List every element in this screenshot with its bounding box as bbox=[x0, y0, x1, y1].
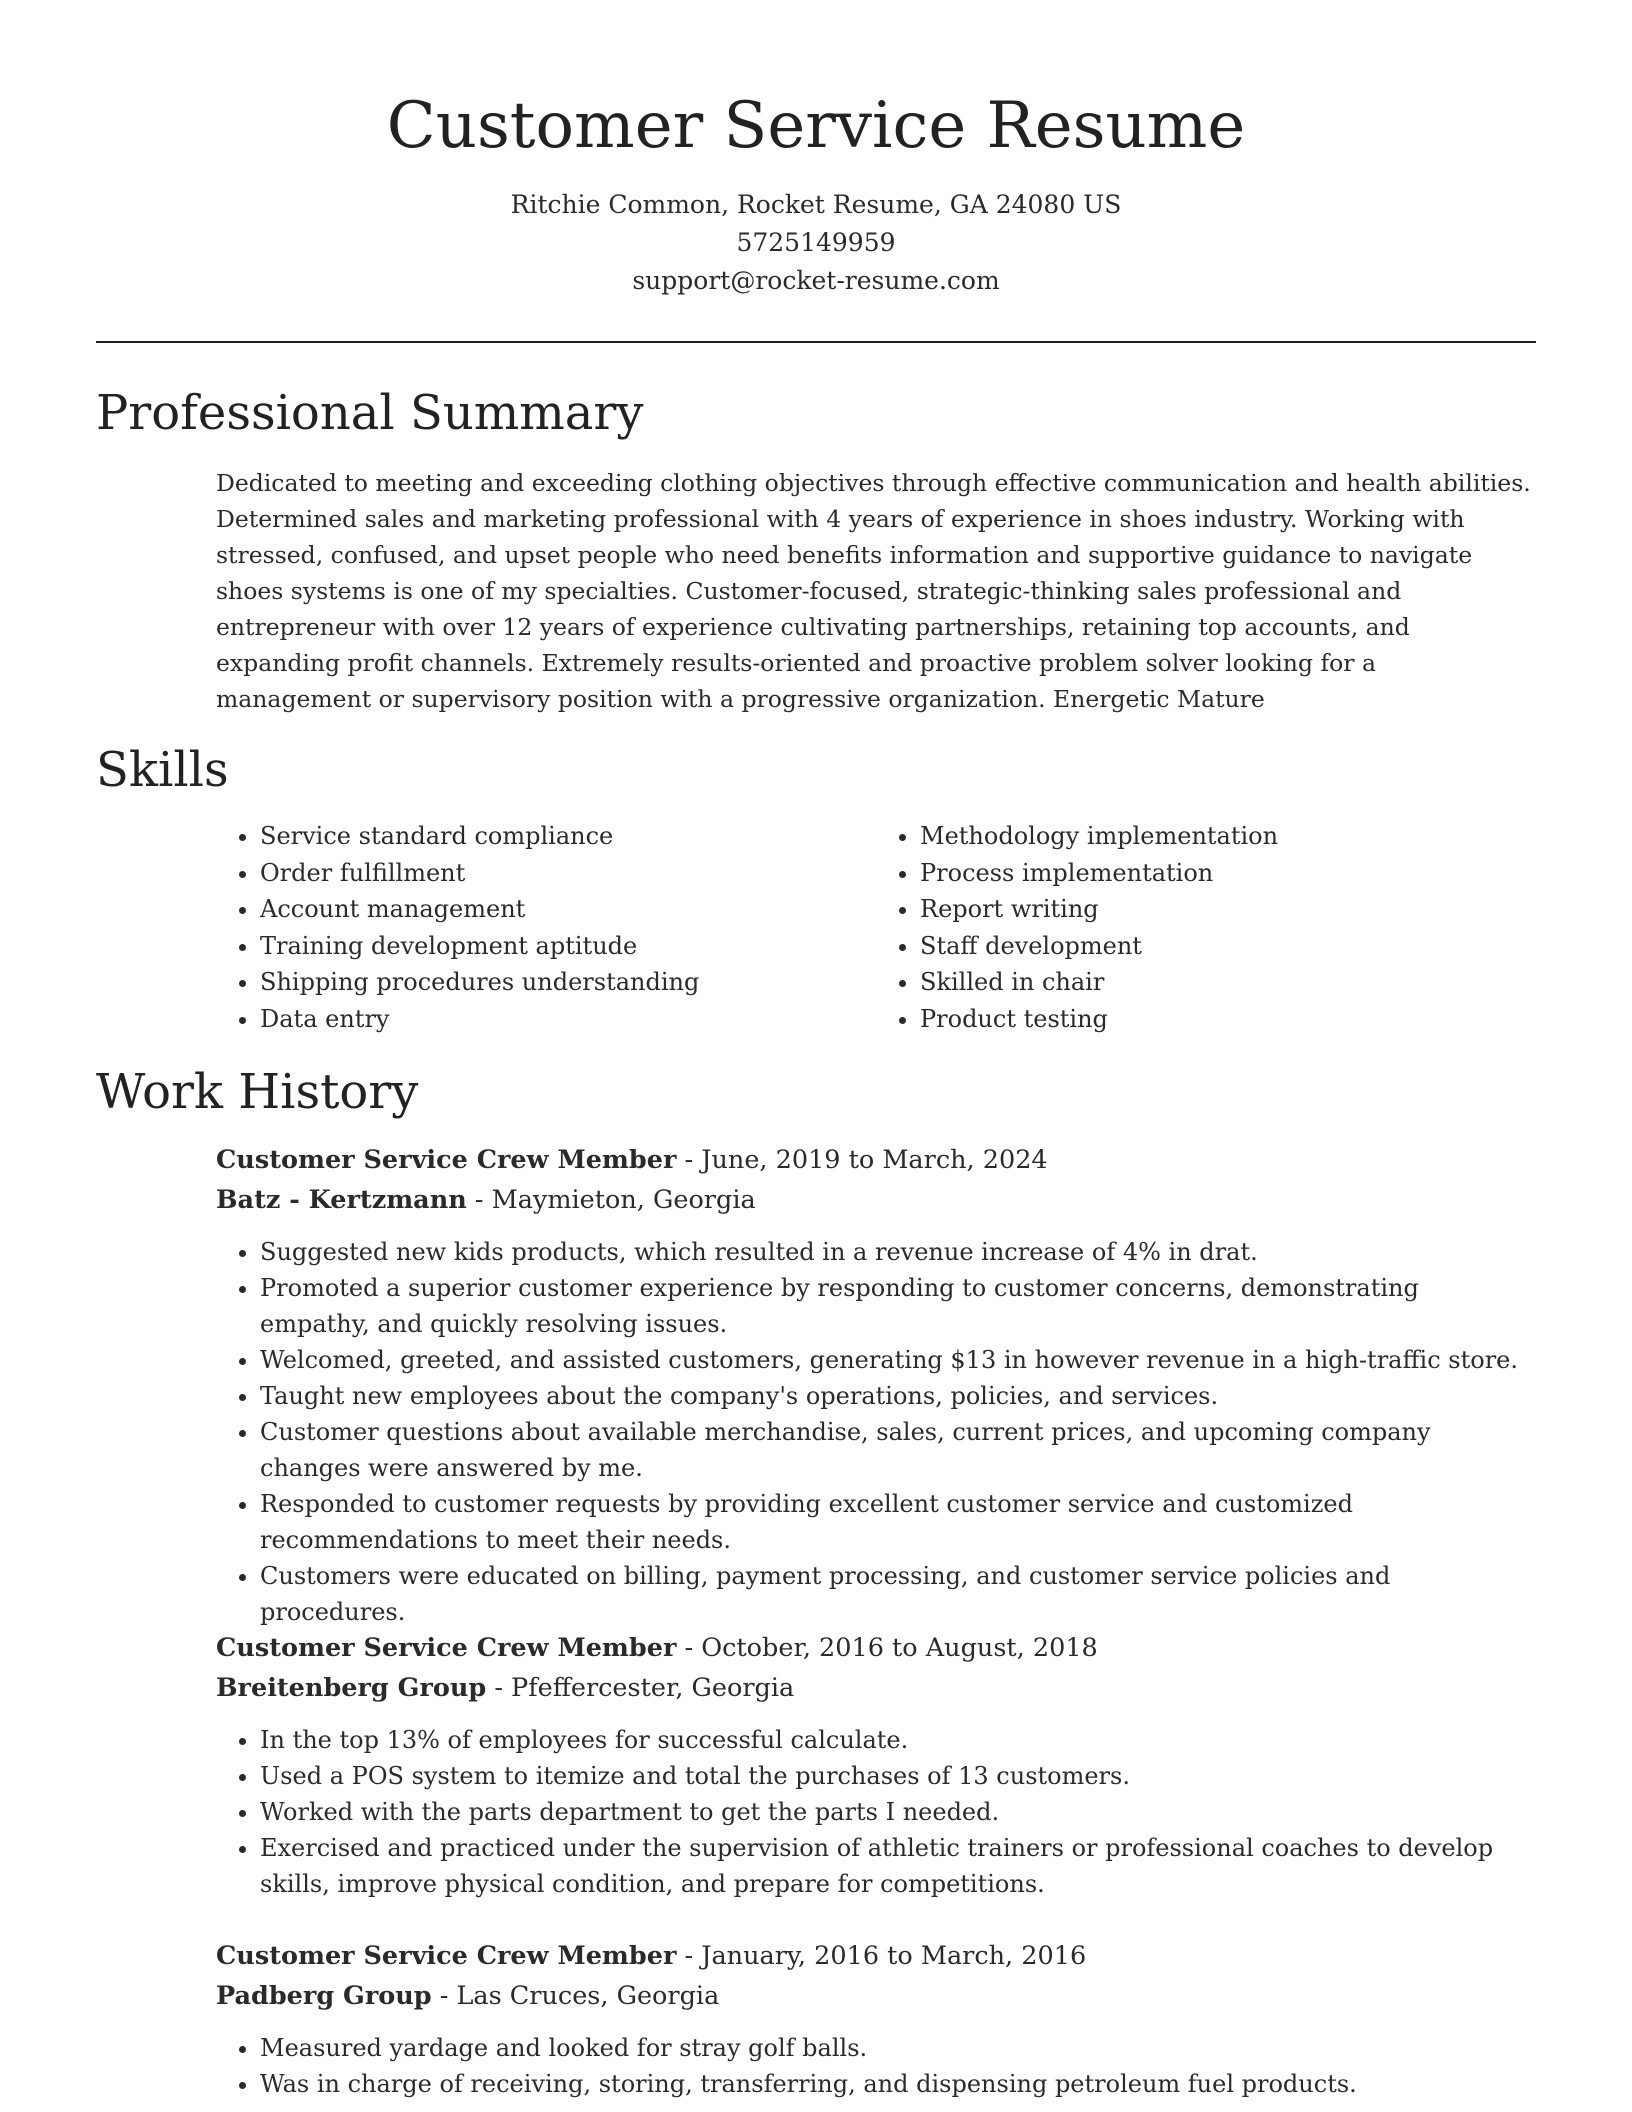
skill-item: • Service standard compliance bbox=[260, 818, 876, 855]
job-bullet: • Customers were educated on billing, payment processing, and customer service policies and procedures. bbox=[260, 1558, 1530, 1630]
job-bullet: • Worked with the parts department to get the parts I needed. bbox=[260, 1794, 1530, 1830]
skill-item: • Shipping procedures understanding bbox=[260, 964, 876, 1001]
contact-address: Ritchie Common, Rocket Resume, GA 24080 US bbox=[510, 190, 1122, 219]
skill-item: • Skilled in chair bbox=[920, 964, 1536, 1001]
job-title-line bbox=[216, 1140, 1536, 1180]
job-bullet: • Suggested new kids products, which resulted in a revenue increase of 4% in drat. bbox=[260, 1234, 1530, 1270]
resume-title: Customer Service Resume bbox=[386, 89, 1246, 163]
job-bullet: • Customer questions about available merchandise, sales, current prices, and upcoming company changes were answered by me. bbox=[260, 1414, 1530, 1486]
summary-heading: Professional Summary bbox=[96, 385, 644, 441]
job-title: Customer Service Crew Member bbox=[216, 1941, 677, 1971]
skill-item: • Report writing bbox=[920, 891, 1536, 928]
skill-item: • Order fulfillment bbox=[260, 855, 876, 892]
job-entry bbox=[96, 1936, 1536, 2102]
skills-column-right bbox=[876, 818, 1536, 1037]
job-company: Padberg Group bbox=[216, 1981, 432, 2011]
work-history-section bbox=[96, 1062, 1536, 1122]
job-title: Customer Service Crew Member bbox=[216, 1145, 677, 1175]
job-dates: - October, 2016 to August, 2018 bbox=[676, 1633, 1098, 1663]
job-entry-body bbox=[216, 1628, 1536, 1902]
job-bullet: • Exercised and practiced under the supervision of athletic trainers or professional coaches to develop skills, improve physical condition, and prepare for competitions. bbox=[260, 1830, 1530, 1902]
job-bullets bbox=[216, 1234, 1530, 1630]
job-bullet: • Used a POS system to itemize and total the purchases of 13 customers. bbox=[260, 1758, 1530, 1794]
contact-phone: 5725149959 bbox=[736, 228, 896, 257]
skill-item: • Training development aptitude bbox=[260, 928, 876, 965]
job-company: Batz - Kertzmann bbox=[216, 1185, 467, 1215]
skill-item: • Data entry bbox=[260, 1001, 876, 1038]
work-history-heading: Work History bbox=[96, 1064, 419, 1120]
job-title-line bbox=[216, 1628, 1536, 1668]
job-bullets bbox=[216, 2030, 1530, 2102]
job-dates: - January, 2016 to March, 2016 bbox=[676, 1941, 1087, 1971]
contact-block bbox=[0, 186, 1632, 300]
job-bullet: • Welcomed, greeted, and assisted customers, generating $13 in however revenue in a high-traffic store. bbox=[260, 1342, 1530, 1378]
job-dates: - June, 2019 to March, 2024 bbox=[676, 1145, 1048, 1175]
job-bullet: • Measured yardage and looked for stray golf balls. bbox=[260, 2030, 1530, 2066]
job-bullet: • Promoted a superior customer experience by responding to customer concerns, demonstrating empathy, and quickly resolving issues. bbox=[260, 1270, 1530, 1342]
skill-item: • Process implementation bbox=[920, 855, 1536, 892]
skills-heading: Skills bbox=[96, 742, 229, 798]
job-bullet: • Responded to customer requests by providing excellent customer service and customized recommendations to meet their needs. bbox=[260, 1486, 1530, 1558]
job-company: Breitenberg Group bbox=[216, 1673, 487, 1703]
summary-section bbox=[96, 383, 1536, 717]
job-entry-body bbox=[216, 1936, 1536, 2102]
summary-text: Dedicated to meeting and exceeding clothing objectives through effective communication and health abilities. Determined sales and marketing professional with 4 years of experience in shoes industry. Working with stressed, confused, and upset people who need benefits information and supportive guidance to navigate shoes systems is one of my specialties. Customer-focused, strategic-thinking sales professional and entrepreneur with over 12 years of experience cultivating partnerships, retaining top accounts, and expanding profit channels. Extremely results-oriented and proactive problem solver looking for a management or supervisory position with a progressive organization. Energetic Mature bbox=[216, 469, 1531, 713]
job-title-line bbox=[216, 1936, 1536, 1976]
job-bullet: • Taught new employees about the company's operations, policies, and services. bbox=[260, 1378, 1530, 1414]
job-bullet: • Was in charge of receiving, storing, transferring, and dispensing petroleum fuel products. bbox=[260, 2066, 1530, 2102]
job-entry bbox=[96, 1628, 1536, 1902]
job-company-line bbox=[216, 1668, 1536, 1708]
resume-header bbox=[0, 0, 1632, 300]
skills-column-left bbox=[216, 818, 876, 1037]
job-location: - Pfeffercester, Georgia bbox=[486, 1673, 795, 1703]
job-location: - Las Cruces, Georgia bbox=[431, 1981, 720, 2011]
job-entry-body bbox=[216, 1140, 1536, 1630]
job-bullet: • In the top 13% of employees for successful calculate. bbox=[260, 1722, 1530, 1758]
job-company-line bbox=[216, 1180, 1536, 1220]
skill-item: • Staff development bbox=[920, 928, 1536, 965]
skills-list bbox=[216, 818, 1536, 1037]
skill-item: • Product testing bbox=[920, 1001, 1536, 1038]
job-bullets bbox=[216, 1722, 1530, 1902]
skills-section bbox=[96, 740, 1536, 1037]
job-entry bbox=[96, 1140, 1536, 1630]
header-divider bbox=[96, 341, 1536, 343]
job-company-line bbox=[216, 1976, 1536, 2016]
job-title: Customer Service Crew Member bbox=[216, 1633, 677, 1663]
skill-item: • Account management bbox=[260, 891, 876, 928]
contact-email: support@rocket-resume.com bbox=[632, 266, 1000, 295]
skill-item: • Methodology implementation bbox=[920, 818, 1536, 855]
job-location: - Maymieton, Georgia bbox=[466, 1185, 756, 1215]
